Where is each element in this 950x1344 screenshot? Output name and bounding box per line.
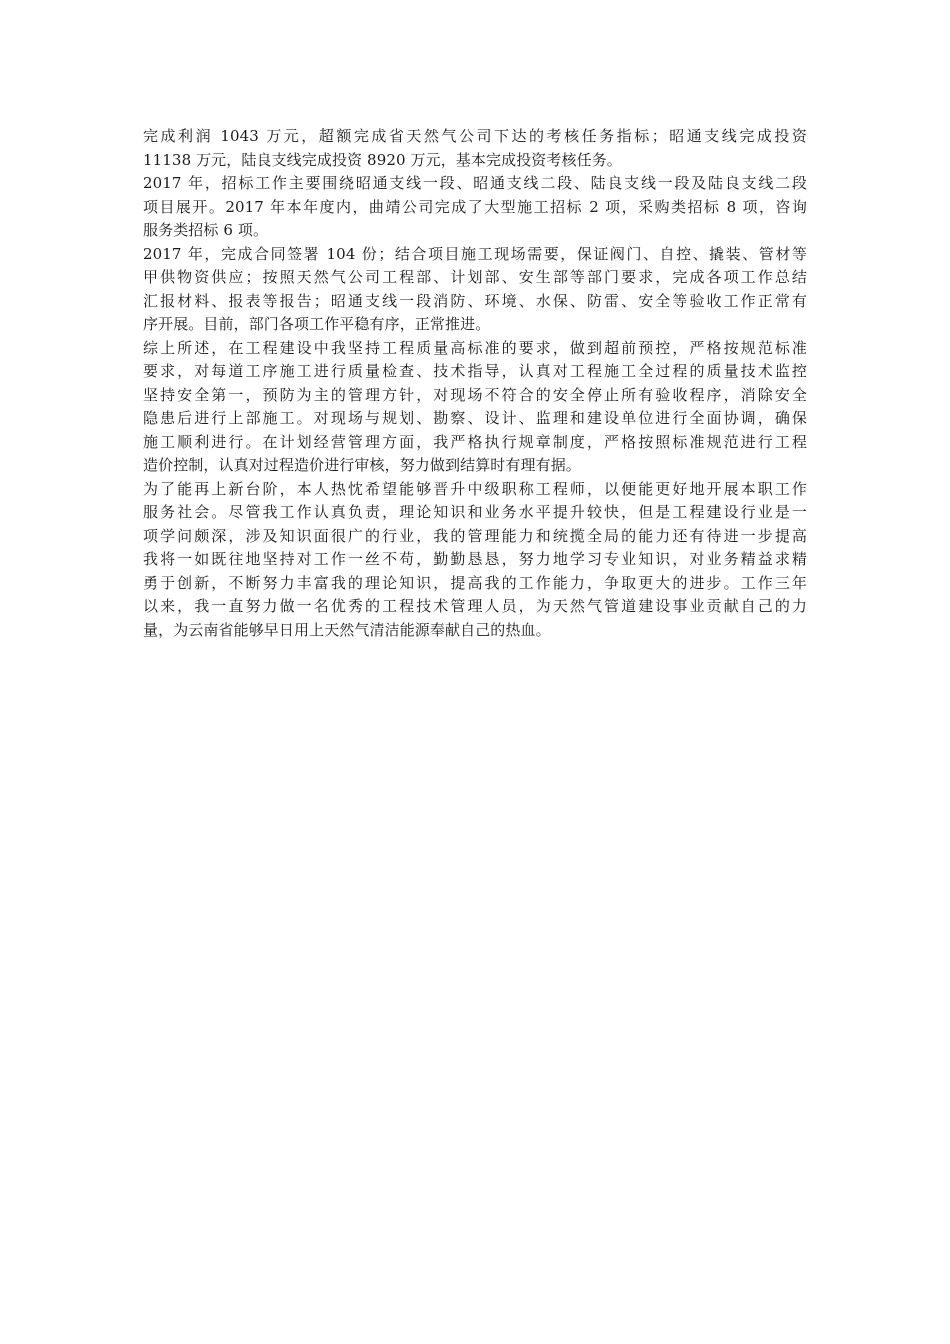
text-line: 隐患后进行上部施工。对现场与规划、勘察、设计、监理和建设单位进行全面协调，确保 [143,409,807,427]
text-line: 施工顺利进行。在计划经营管理方面，我严格执行规章制度，严格按照标准规范进行工程 [143,432,807,451]
text-line: 服务社会。尽管我工作认真负责，理论知识和业务水平提升较快，但是工程建设行业是一 [143,503,807,521]
text-line: 甲供物资供应；按照天然气公司工程部、计划部、安生部等部门要求，完成各项工作总结 [143,268,807,286]
text-line: 综上所述，在工程建设中我坚持工程质量高标准的要求，做到超前预控，严格按规范标准 [143,338,807,357]
text-line: 为了能再上新台阶，本人热忱希望能够晋升中级职称工程师，以便能更好地开展本职工作 [143,479,807,498]
paragraph-bidding [143,172,807,243]
text-line: 项目展开。2017 年本年度内，曲靖公司完成了大型施工招标 2 项，采购类招标 8 项，咨询 [143,197,807,216]
text-line: 序开展。目前，部门各项工作平稳有序，正常推进。 [143,315,491,333]
text-line: 服务类招标 6 项。 [143,221,269,239]
text-line: 项学问颇深，涉及知识面很广的行业，我的管理能力和统揽全局的能力还有待进一步提高 [143,526,807,545]
text-line: 完成利润 1043 万元，超额完成省天然气公司下达的考核任务指标；昭通支线完成投资 [143,127,807,145]
text-line: 2017 年，完成合同签署 104 份；结合项目施工现场需要，保证阀门、自控、撬装、管材等 [143,244,807,263]
text-line: 汇报材料、报表等报告；昭通支线一段消防、环境、水保、防雷、安全等验收工作正常有 [143,291,807,310]
text-line: 2017 年，招标工作主要围绕昭通支线一段、昭通支线二段、陆良支线一段及陆良支线二段 [143,174,807,192]
text-line: 造价控制，认真对过程造价进行审核，努力做到结算时有理有据。 [143,456,581,474]
paragraph-summary [143,337,807,478]
paragraph-aspiration [143,478,807,643]
paragraph-profit-investment [143,125,807,172]
paragraph-contracts [143,243,807,337]
document-body [143,125,807,642]
text-line: 坚持安全第一，预防为主的管理方针，对现场不符合的安全停止所有验收程序，消除安全 [143,385,807,404]
text-line: 勇于创新，不断努力丰富我的理论知识，提高我的工作能力，争取更大的进步。工作三年 [143,573,807,592]
text-line: 以来，我一直努力做一名优秀的工程技术管理人员，为天然气管道建设事业贡献自己的力 [143,597,807,615]
text-line: 11138 万元，陆良支线完成投资 8920 万元，基本完成投资考核任务。 [143,150,622,169]
text-line: 量，为云南省能够早日用上天然气清洁能源奉献自己的热血。 [143,620,551,639]
text-line: 要求，对每道工序施工进行质量检查、技术指导，认真对工程施工全过程的质量技术监控 [143,362,807,380]
text-line: 我将一如既往地坚持对工作一丝不苟，勤勤恳恳，努力地学习专业知识，对业务精益求精 [143,550,807,568]
